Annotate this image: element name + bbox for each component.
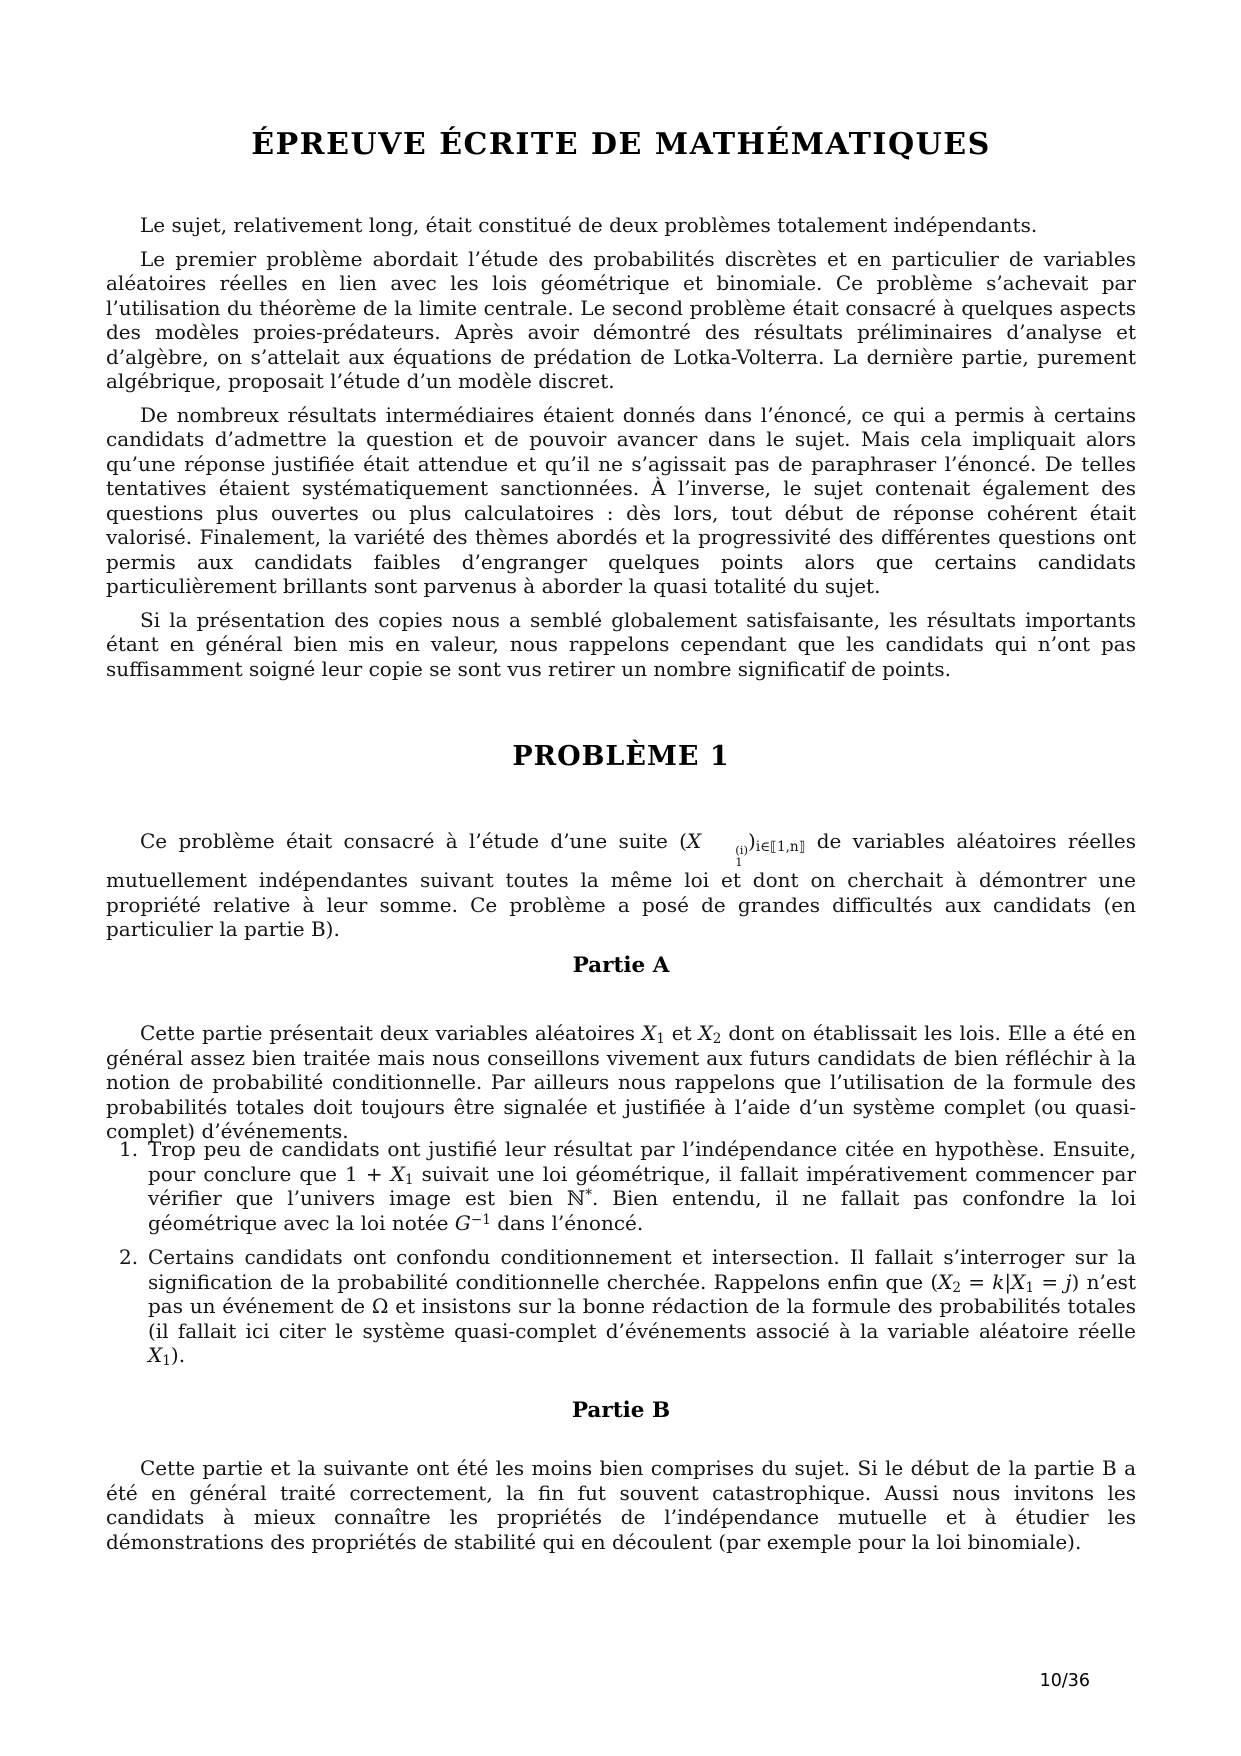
paragraph: Si la présentation des copies nous a semblé globalement satisfaisante, les résultats importants étant en général bien mis en valeur, nous rappelons cependant que les candidats qui n’ont pas suffisamment soigné leur copie se sont vus retirer un nombre significatif de points. bbox=[106, 607, 1136, 681]
list-item-number: 1. bbox=[119, 1137, 139, 1161]
partie-a-intro-paragraph: Cette partie présentait deux variables aléatoires $X_1$ et $X_2$ dont on établissait les lois. Elle a été en général assez bien traitée mais nous conseillons vivement aux futurs candidats de bien réfléchir à la notion de probabilité conditionnelle. Par ailleurs nous rappelons que l’utilisation de la formule des probabilités totales doit toujours être signalée et justifiée à l’aide d’un système complet (ou quasi-complet) d’événements. bbox=[106, 1021, 1136, 1143]
partie-a-remarks-list bbox=[106, 1137, 1136, 1368]
list-item-text: Certains candidats ont confondu conditionnement et intersection. Il fallait s’interroger sur la signification de la probabilité conditionnelle cherchée. Rappelons enfin que $(X_2 = k|X_1 = j)$ n’est pas un événement de Ω et insistons sur la bonne rédaction de la formule des probabilités totales (il fallait ici citer le système quasi-complet d’événements associé à la variable aléatoire réelle $X_1$). bbox=[148, 1245, 1136, 1369]
page-number: 10/36 bbox=[1039, 1671, 1090, 1691]
list-item bbox=[106, 1245, 1136, 1368]
document-title: ÉPREUVE ÉCRITE DE MATHÉMATIQUES bbox=[251, 127, 991, 162]
probleme-1-intro-paragraph: Ce problème était consacré à l’étude d’une suite (X (i) 1 )$_{i\in⟦1,n⟧}$ de variables aléatoires réelles mutuellement indépendantes suivant toutes la même loi et dont on cherchait à démontrer une propriété relative à leur somme. Ce problème a posé de grandes difficultés aux candidats (en particulier la partie B). bbox=[106, 829, 1137, 942]
paragraph: Le premier problème abordait l’étude des probabilités discrètes et en particulier de variables aléatoires réelles en lien avec les lois géométrique et binomiale. Ce problème s’achevait par l’utilisation du théorème de la limite centrale. Le second problème était consacré à quelques aspects des modèles proies-prédateurs. Après avoir démontré des résultats préliminaires d’analyse et d’algèbre, on s’attelait aux équations de prédation de Lotka-Volterra. La dernière partie, purement algébrique, proposait l’étude d’un modèle discret. bbox=[106, 246, 1136, 393]
report-intro-section bbox=[106, 213, 1136, 681]
partie-b-heading: Partie B bbox=[571, 1398, 671, 1423]
paragraph: Le sujet, relativement long, était constitué de deux problèmes totalement indépendants. bbox=[140, 213, 1038, 237]
partie-b-intro-paragraph: Cette partie et la suivante ont été les moins bien comprises du sujet. Si le début de la partie B a été en général traité correctement, la fin fut souvent catastrophique. Aussi nous invitons les candidats à mieux connaître les propriétés de l’indépendance mutuelle et à étudier les démonstrations des propriétés de stabilité qui en découlent (par exemple pour la loi binomiale). bbox=[106, 1456, 1136, 1554]
paragraph: De nombreux résultats intermédiaires étaient donnés dans l’énoncé, ce qui a permis à certains candidats d’admettre la question et de pouvoir avancer dans le sujet. Mais cela impliquait alors qu’une réponse justifiée était attendue et qu’il ne s’agissait pas de paraphraser l’énoncé. De telles tentatives étaient systématiquement sanctionnées. À l’inverse, le sujet contenait également des questions plus ouvertes ou plus calculatoires : dès lors, tout début de réponse cohérent était valorisé. Finalement, la variété des thèmes abordés et la progressivité des différentes questions ont permis aux candidats faibles d’engranger quelques points alors que certains candidats particulièrement brillants sont parvenus à aborder la quasi totalité du sujet. bbox=[106, 402, 1136, 598]
list-item-text: Trop peu de candidats ont justifié leur résultat par l’indépendance citée en hypothèse. Ensuite, pour conclure que $1 + X_1$ suivait une loi géométrique, il fallait impérativement commencer par vérifier que l’univers image est bien ℕ*. Bien entendu, il ne fallait pas confondre la loi géométrique avec la loi notée $G^{-1}$ dans l’énoncé. bbox=[148, 1137, 1137, 1235]
list-item-number: 2. bbox=[119, 1245, 139, 1269]
list-item bbox=[106, 1137, 1136, 1235]
probleme-1-heading: PROBLÈME 1 bbox=[512, 741, 730, 772]
partie-a-heading: Partie A bbox=[572, 953, 670, 978]
